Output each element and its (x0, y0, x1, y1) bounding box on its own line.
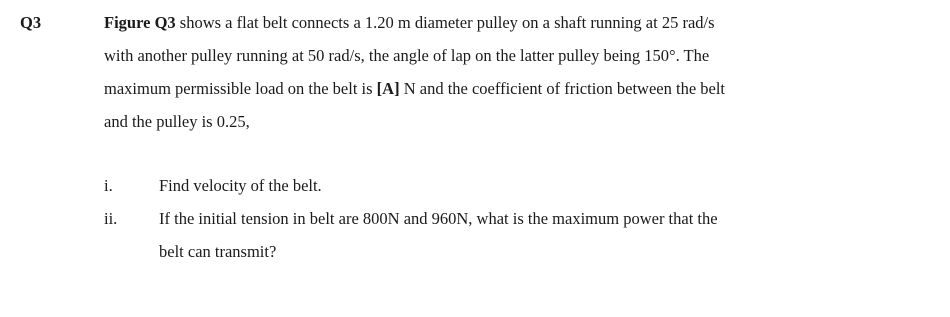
sub-question-text: Find velocity of the belt. (159, 176, 322, 195)
stem-line-4: and the pulley is 0.25, (104, 112, 250, 131)
stem-line-2: with another pulley running at 50 rad/s, the angle of lap on the latter pulley being 150°. The (104, 46, 710, 65)
sub-question-label: ii. (104, 209, 118, 228)
stem-line-3 (104, 78, 824, 100)
sub-question-body (159, 208, 824, 263)
stem-line-3-post: N and the coefficient of friction between the belt (399, 79, 726, 98)
sub-questions (104, 175, 824, 274)
sub-question-text: belt can transmit? (159, 242, 277, 261)
stem-line-1 (104, 12, 824, 34)
sub-question-label: i. (104, 176, 113, 195)
figure-reference: Figure Q3 (104, 13, 176, 32)
sub-question-ii (104, 208, 824, 263)
stem-line-3-pre: maximum permissible load on the belt is (104, 79, 377, 98)
sub-question-body (159, 175, 824, 197)
sub-question-i (104, 175, 824, 197)
question-number: Q3 (20, 13, 42, 32)
question-stem (104, 12, 824, 144)
load-placeholder: [A] (376, 79, 400, 98)
sub-question-text: If the initial tension in belt are 800N and 960N, what is the maximum power that the (159, 209, 718, 228)
stem-line-1-text: shows a flat belt connects a 1.20 m diameter pulley on a shaft running at 25 rad/s (175, 13, 715, 32)
